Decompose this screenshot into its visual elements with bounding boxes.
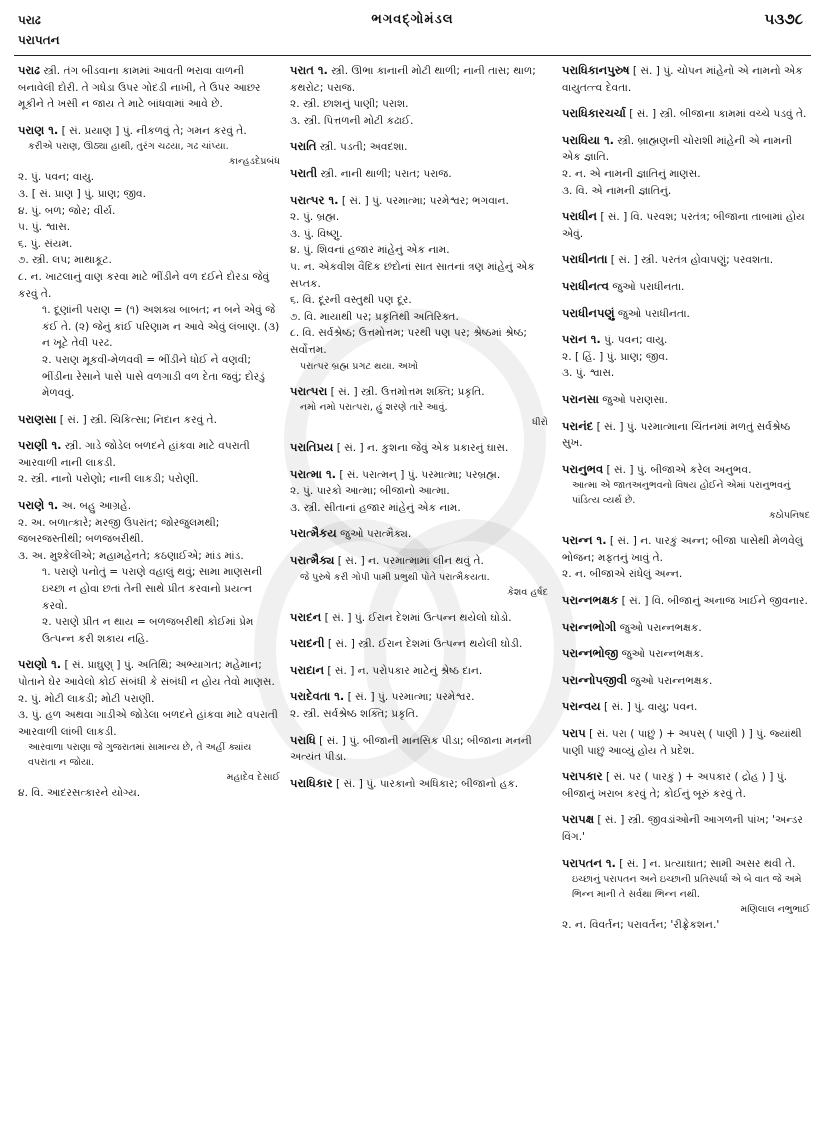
entry-definition (562, 592, 810, 610)
entry-definition (562, 532, 810, 566)
dictionary-entry (290, 165, 548, 183)
sense-line: ૩. પું. શ્વાસ. (562, 367, 615, 380)
sense-line: ૩. અ. મુશ્કેલીએ; મહામહેનતે; કઠણાઈએ; માંડ માંડ. (18, 549, 244, 562)
entry-definition (290, 688, 548, 706)
headword: પરાનંદ (562, 418, 594, 433)
sense-line: ૨. સ્ત્રી. નાનો પરોણો; નાની લાકડી; પરોણી. (18, 473, 199, 486)
entry-definition (562, 768, 810, 802)
quotation: પરાત્પર બ્રહ્મ પ્રગટ થયા. અખો (300, 360, 419, 372)
definition-text: જુઓ પરાન્નભક્ષક. (616, 621, 702, 634)
column-3 (562, 62, 810, 1112)
definition-text: [ સં. ] પું. ઈરાન દેશમાં ઉત્પન્ન થયેલો ઘોડો. (321, 611, 512, 624)
entry-definition (562, 278, 810, 296)
entry-definition (562, 619, 810, 637)
entry-definition (562, 251, 810, 269)
dictionary-entry (562, 305, 810, 323)
header-first-word: પરાઢ (18, 13, 41, 27)
idiom-line: ૨. પરાણે પ્રીત ન થાય = બળજબરીથી કોઈમાં પ્રેમ ઉત્પન્ન કરી શકાય નહિ. (42, 616, 254, 645)
definition-text: જુઓ પરાન્નભક્ષક. (627, 674, 713, 687)
definition-text: સ્ત્રી. તંગ બીડવાના કામમાં આવતી ભરાવા વાળની બનાવેલી દોરી. તે ગધેડા ઉપર ગોદડી નાખી, તે ઉપર આછર મૂકીને તે ખસી ન જાય તે માટે બાંધવામાં આવે છે. (18, 65, 261, 111)
headword: પરાધીનતા (562, 252, 608, 267)
sense-line: ૨. ન. વિવર્તન; પરાવર્તન; 'રીફ્રેકશન.' (562, 919, 720, 932)
definition-text: [ સં. ] પું. પારકાનો અધિકાર; બીજાનો હક. (332, 777, 519, 790)
definition-text: [ સં. ] પું. વાયુ; પવન. (600, 701, 698, 714)
quotation: જે પુરુષે કરી ગોપી પામી પ્રભુથી પોતે પરાત્મૈકયતા. (300, 571, 490, 583)
sense-line: ૫. પું. શ્વાસ. (18, 221, 71, 234)
headword: પરાધિકારચર્ચા (562, 106, 626, 121)
dictionary-entry (562, 278, 810, 296)
entry-definition (562, 725, 810, 759)
dictionary-entry (562, 768, 810, 802)
definition-text: જુઓ પરાન્નભક્ષક. (618, 648, 704, 661)
entry-definition (290, 662, 548, 680)
headword: પરાણો ૧. (18, 657, 62, 672)
dictionary-entry (562, 532, 810, 583)
sense-line: ૩. પું. હળ અથવા ગાડીએ જોડેલા બળદને હાંકવા માટે વપરાતી આરવાળી લાંબી લાકડી. (18, 709, 278, 738)
dictionary-entry (18, 656, 280, 802)
headword: પરાત્પરા (290, 383, 328, 398)
idiom-line: ૧. દૂણાંની પરાણ = (૧) અશક્ય બાબત; ન બને એવું જે કંઈ તે. (૨) જેનું કાંઈ પરિણામ ન આવે એવું લંબાણ. (૩) ન ખૂટે તેવી પરઢ. (42, 304, 280, 350)
entry-definition (18, 62, 280, 113)
definition-text: જુઓ પરાધીનતા. (614, 307, 690, 320)
entry-definition (290, 635, 548, 653)
sense-line: ૩. [ સં. પ્રાણ ] પું. પ્રાણ; જીવ. (18, 187, 146, 200)
definition-text: જુઓ પરાણસા. (598, 393, 668, 406)
headword: પરાણે ૧. (18, 498, 59, 513)
quotation: આરવાળા પરાણા જે ગુજરાતમાં સામાન્ય છે, તે અહીં ક્યાંય વપરાતા ન જોયા. (28, 742, 252, 769)
dictionary-entry (18, 122, 280, 402)
headword: પરાદન (290, 609, 322, 624)
quotation-source: કેશવ હર્ષદ (507, 586, 548, 598)
entry-definition (290, 383, 548, 401)
dictionary-entry (290, 466, 548, 517)
definition-text: [ સં. ] સ્ત્રી. જીવડાંઓની આગળની પાંખ; 'અન્ડર વિંગ.' (562, 814, 803, 843)
dictionary-entry (18, 62, 280, 113)
entry-definition (562, 391, 810, 409)
definition-text: [ સં. ] સ્ત્રી. ઉત્તમોત્તમ શક્તિ; પ્રકૃતિ. (327, 385, 485, 398)
sense-line: ૨. પું. પવન; વાયુ. (18, 171, 95, 184)
definition-text: અ. બહુ આગ્રહે. (58, 500, 132, 513)
sense-line: ૩. વિ. એ નામની જ્ઞાતિનું. (562, 184, 672, 197)
dictionary-entry (18, 497, 280, 647)
dictionary-entry (562, 672, 810, 690)
definition-text: [ સં. ] પું. પરમાત્માના ચિંતનમાં મળતું સર્વશ્રેષ્ઠ સુખ. (562, 420, 791, 450)
headword: પરાઢ (18, 63, 40, 77)
quotation-source: મહાદેવ દેસાઈ (226, 772, 280, 784)
entry-definition (290, 775, 548, 793)
dictionary-entry (290, 609, 548, 627)
quotation-source: કઠોપનિષદ (768, 510, 810, 522)
definition-text: [ સં. પરાત્મન્ ] પું. પરમાત્મા; પરબ્રહ્મ. (335, 468, 501, 481)
definition-text: [ સં. ] પું. પરમાત્મા; પરમેશ્વર. (344, 691, 475, 704)
headword: પરાતિપ્રય (290, 440, 334, 455)
sense-line: ૭. સ્ત્રી. લપ; માથાકૂટ. (18, 254, 112, 267)
entry-definition (562, 418, 810, 452)
entry-definition (290, 165, 548, 183)
entry-definition (290, 466, 548, 484)
dictionary-entry (290, 439, 548, 457)
dictionary-entry (562, 461, 810, 524)
entry-definition (562, 132, 810, 166)
headword: પરાધિયા ૧. (562, 132, 614, 147)
headword: પરાન્નભક્ષક (562, 593, 619, 608)
sense-line: ૬. પું. સંયમ. (18, 237, 73, 250)
headword: પરાનસા (562, 391, 599, 406)
dictionary-entry (290, 732, 548, 766)
definition-text: [ સં. પ્રાઘુણ્ ] પું. અતિથિ; અભ્યાગત; મહેમાન; પોતાને ઘેર આવેલો કોઈ સંબંધી કે સંબંધી ન હોય તેવો માણસ. (18, 659, 275, 688)
definition-text: [ સં. પર ( પારકું ) + અપકાર ( દ્રોહ ) ] પું. બીજાનું ખરાબ કરવું તે; કોઈનું બૂરું કરવું તે. (562, 771, 788, 800)
headword: પરાત્મૈક્ય (290, 553, 335, 568)
dictionary-entry (18, 437, 280, 488)
dictionary-entry (290, 383, 548, 431)
sense-line: ૨. પું. બ્રહ્મ. (290, 211, 340, 224)
entry-definition (562, 331, 810, 349)
definition-text: [ સં. ] ન. પ્રત્યાઘાત; સામી અસર થવી તે. (615, 857, 796, 870)
entry-definition (290, 732, 548, 766)
definition-text: [ સં. ] પું. બીજાની માનસિક પીડા; બીજાના મનની અત્યંત પીડા. (290, 734, 532, 764)
headword: પરાત્મૈકય (290, 526, 337, 541)
entry-definition (18, 122, 280, 140)
header-last-word: પરાપતન (18, 33, 60, 47)
entry-definition (562, 672, 810, 690)
sense-line: ૨. પું. મોટી લાકડી; મોટી પરાણી. (18, 692, 155, 705)
definition-text: સ્ત્રી. બ્રાહ્મણની ચોરાશી માંહેની એ નામની એક જ્ઞાતિ. (562, 134, 793, 164)
dictionary-entry (290, 62, 548, 129)
headword: પરાપકાર (562, 769, 603, 784)
headword: પરાદાન (290, 662, 325, 677)
definition-text: સ્ત્રી. નાની થાળી; પરાત; પરાજ. (317, 167, 452, 180)
definition-text: [ સં. ] પું. પરમાત્મા; પરમેશ્વર; ભગવાન. (338, 194, 509, 207)
entry-definition (290, 62, 548, 96)
sense-line: ૪. પું. બળ; જોર; વીર્ય. (18, 204, 116, 217)
entry-definition (290, 525, 548, 543)
headword: પરાત ૧. (290, 63, 328, 77)
dictionary-entry (562, 855, 810, 934)
definition-text: જુઓ પરાત્મૈક્ય. (336, 528, 412, 541)
headword: પરાતિ (290, 139, 317, 154)
dictionary-entry (562, 251, 810, 269)
definition-text: [ સં. પરા ( પાછું ) + અપસ્ ( પાણી ) ] પું. જ્યાંથી પાણી પાછું આવ્યું હોય તે પ્રદેશ. (562, 728, 802, 757)
quotation: ઇચ્છાનું પરાપતન અને ઇચ્છાની પ્રતિસ્પર્ધા એ બે વાત જે અમે ભિન્ન માની તે સર્વથા ભિન્ન નથી. (572, 874, 802, 901)
dictionary-entry (290, 552, 548, 600)
sense-line: ૨. ન. એ નામની જ્ઞાતિનું માણસ. (562, 167, 701, 180)
dictionary-entry (562, 62, 810, 96)
headword: પરાધિકાર (290, 775, 333, 790)
dictionary-entry (562, 208, 810, 242)
header-rule (14, 55, 811, 56)
definition-text: સ્ત્રી. ગાડે જોડેલ બળદને હાંકવા માટે વપરાતી આરવાળી નાની લાકડી. (18, 440, 250, 469)
entry-definition (562, 811, 810, 845)
quotation-source: મણિલાલ નભુભાઈ (740, 904, 810, 916)
headword: પરાણસા (18, 411, 57, 426)
dictionary-entry (562, 725, 810, 759)
sense-line: ૩. સ્ત્રી. પિત્તળની મોટી કઢાઈ. (290, 114, 414, 127)
entry-definition (290, 439, 548, 457)
definition-text: [ સં. ] ન. પરોપકાર માટેનું શ્રેષ્ઠ દાન. (324, 664, 483, 677)
entry-definition (562, 855, 810, 873)
entry-definition (290, 609, 548, 627)
dictionary-entry (562, 391, 810, 409)
entry-definition (562, 645, 810, 663)
definition-text: [ સં. ] પું. બીજાએ કરેલ અનુભવ. (603, 463, 752, 476)
quotation: આત્મા એ જાતઅનુભવનો વિષય હોઈને એમાં પરાનુભવનું પાંડિત્ય વ્યર્થ છે. (572, 480, 791, 507)
definition-text: [ સં. ] ન. પરમાત્મામાં લીન થવું તે. (334, 555, 484, 568)
entry-definition (18, 497, 280, 515)
dictionary-entry (290, 192, 548, 374)
dictionary-entry (562, 132, 810, 199)
entry-definition (18, 656, 280, 690)
definition-text: [ સં. પ્રયાણ ] પું. નીકળવું તે; ગમન કરવું તે. (58, 124, 247, 137)
definition-text: [ સં. ] ન. કુશના જેવું એક પ્રકારનું ઘાસ. (333, 442, 509, 455)
dictionary-entry (562, 698, 810, 716)
definition-text: [ સં. ] સ્ત્રી. પરતંત્ર હોવાપણું; પરવશતા. (607, 254, 774, 267)
sense-line: ૨. સ્ત્રી. સર્વશ્રેષ્ઠ શક્તિ; પ્રકૃતિ. (290, 708, 419, 721)
book-title: ભગવદ્ગોમંડલ (371, 12, 454, 27)
definition-text: [ સં. ] વિ. બીજાનું અનાજ ખાઈને જીવનાર. (618, 595, 808, 608)
column-1 (18, 62, 280, 1112)
entry-definition (18, 437, 280, 471)
dictionary-entry (562, 645, 810, 663)
dictionary-entry (562, 105, 810, 123)
headword: પરાપ (562, 726, 586, 741)
quotation: કરીએ પરાણ, ઊઠ્યા હાથી, તુરંગ ચઢયા, ગઢ ચાંપ્યા. (28, 141, 229, 153)
headword: પરાણી ૧. (18, 438, 62, 453)
idiom-line: ૨. પરાણ મૂકવી-મેળવવી = ભીંડીને ધોઈ ને વણવી; ભીંડીના રેસાને પાસે પાસે વળગાડી વળ દેતા જવું; દોરડું મેળવવું. (42, 353, 265, 400)
definition-text: [ સં. ] વિ. પરવશ; પરતંત્ર; બીજાના તાબામાં હોય એવું. (562, 211, 805, 240)
dictionary-entry (18, 411, 280, 429)
definition-text: સ્ત્રી. ઊભા કાનાની મોટી થાળી; નાની તાસ; થાળ; કથરોટ; પરાજ. (290, 65, 536, 94)
headword: પરાધિ (290, 732, 316, 747)
entry-definition (562, 698, 810, 716)
entry-definition (562, 105, 810, 123)
definition-text: [ સં. ] સ્ત્રી. ચિકિત્સા; નિદાન કરવું તે. (56, 413, 217, 426)
definition-text: [ સં. ] પું. ચોપન માંહેનો એ નામનો એક વાયુતત્ત્વ દેવતા. (562, 65, 803, 94)
dictionary-entry (290, 635, 548, 653)
definition-text: [ સં. ] ન. પારકું અન્ન; બીજા પાસેથી મેળવેલું ભોજન; મફતનું ખાવું તે. (562, 535, 803, 564)
dictionary-entry (562, 331, 810, 382)
quotation-source: કાન્હડદેપ્રબંધ (228, 156, 280, 168)
definition-text: સ્ત્રી. પડતી; અવદશા. (316, 141, 408, 154)
entry-definition (18, 411, 280, 429)
entry-definition (290, 192, 548, 210)
dictionary-entry (290, 662, 548, 680)
sense-line: ૪. વિ. આદરસત્કારને યોગ્ય. (18, 787, 141, 800)
entry-definition (562, 305, 810, 323)
entry-definition (562, 208, 810, 242)
sense-line: ૨. પું. પારકો આત્મા; બીજાનો આત્મા. (290, 485, 450, 498)
quotation: નમો નમો પરાત્પરા, હું શરણે તારે આવું. (300, 402, 448, 414)
headword: પરાન્વય (562, 699, 601, 714)
headword: પરાતી (290, 165, 318, 180)
dictionary-entry (562, 619, 810, 637)
sense-line: ૩. સ્ત્રી. સીતાનાં હજાર માંહેનું એક નામ. (290, 501, 461, 514)
sense-line: ૫. ન. એકવીશ વૈદિક છંદોનાં સાત સાતનાં ત્રણ માંહેનું એક સપ્તક. (290, 260, 535, 290)
entry-definition (290, 552, 548, 570)
sense-line: ૭. વિ. માયાથી પર; પ્રકૃતિથી અતિરિક્ત. (290, 310, 459, 323)
sense-line: ૨. ન. બીજાએ રાંધેલું અન્ન. (562, 568, 683, 581)
definition-text: પું. પવન; વાયુ. (600, 334, 668, 347)
headword: પરાનુભવ (562, 461, 604, 476)
dictionary-entry (290, 138, 548, 156)
headword: પરાત્પર ૧. (290, 192, 339, 207)
entry-definition (290, 138, 548, 156)
headword: પરાધિકાનપુરુષ (562, 63, 630, 77)
headword: પરાન્નભોજી (562, 646, 619, 661)
dictionary-entry (290, 688, 548, 722)
sense-line: ૪. પું. શિવનાં હજાર માંહેનું એક નામ. (290, 244, 450, 257)
sense-line: ૨. [ હિં. ] પું. પ્રાણ; જીવ. (562, 350, 669, 363)
dictionary-entry (290, 525, 548, 543)
headword: પરાધીનત્વ (562, 278, 609, 293)
sense-line: ૨. અ. બળાત્કારે; મરજી ઉપરાંત; જોરજુલમથી; જબરજસ્તીથી; બળજબરીથી. (18, 516, 220, 546)
headword: પરાન ૧. (562, 332, 601, 347)
entry-definition (562, 461, 810, 479)
headword: પરાદેવતા ૧. (290, 689, 345, 704)
sense-line: ૬. વિ. દૂરની વસ્તુથી પણ દૂર. (290, 294, 412, 307)
page-number: ૫૩૭૮ (764, 10, 803, 28)
headword: પરાધીન (562, 209, 597, 224)
headword: પરાન્નભોગી (562, 619, 617, 634)
headword: પરાપતન ૧. (562, 855, 616, 870)
sense-line: ૮. વિ. સર્વશ્રેષ્ઠ; ઉત્તમોત્તમ; પરથી પણ પર; શ્રેષ્ઠમાં શ્રેષ્ઠ; સર્વોત્તમ. (290, 327, 528, 356)
sense-line: ૮. ન. ખાટલાનું વાણ કરવા માટે ભીંડીને વળ દઈને દોરડા જેવું કરવું તે. (18, 270, 270, 300)
headword: પરાદની (290, 636, 325, 651)
column-2 (290, 62, 548, 1112)
entry-definition (562, 62, 810, 96)
sense-line: ૩. પું. વિષ્ણુ. (290, 227, 343, 240)
quotation-source: ધીરો (532, 417, 548, 429)
dictionary-entry (562, 811, 810, 845)
definition-text: [ સં. ] સ્ત્રી. ઈરાન દેશમાં ઉત્પન્ન થયેલી ઘોડી. (324, 638, 523, 651)
headword: પરાધીનપણું (562, 305, 615, 320)
headword: પરાન્નોપજીવી (562, 672, 627, 687)
dictionary-entry (290, 775, 548, 793)
definition-text: [ સં. ] સ્ત્રી. બીજાના કામમાં વચ્ચે પડવું તે. (625, 108, 807, 121)
sense-line: ૨. સ્ત્રી. છાશનું પાણી; પરાશ. (290, 98, 409, 111)
idiom-line: ૧. પરાણે પનોતું = પરાણે વહાલું થવું; સામા માણસની ઇચ્છા ન હોવા છતાં તેની સાથે પ્રીત કરવાનો પ્રયત્ન કરવો. (42, 566, 263, 612)
headword: પરાણ ૧. (18, 122, 59, 137)
headword: પરાપક્ષ (562, 812, 595, 827)
headword: પરાત્મા ૧. (290, 466, 336, 481)
dictionary-entry (562, 418, 810, 452)
definition-text: જુઓ પરાધીનતા. (608, 280, 685, 293)
headword: પરાન્ન ૧. (562, 533, 607, 548)
dictionary-entry (562, 592, 810, 610)
